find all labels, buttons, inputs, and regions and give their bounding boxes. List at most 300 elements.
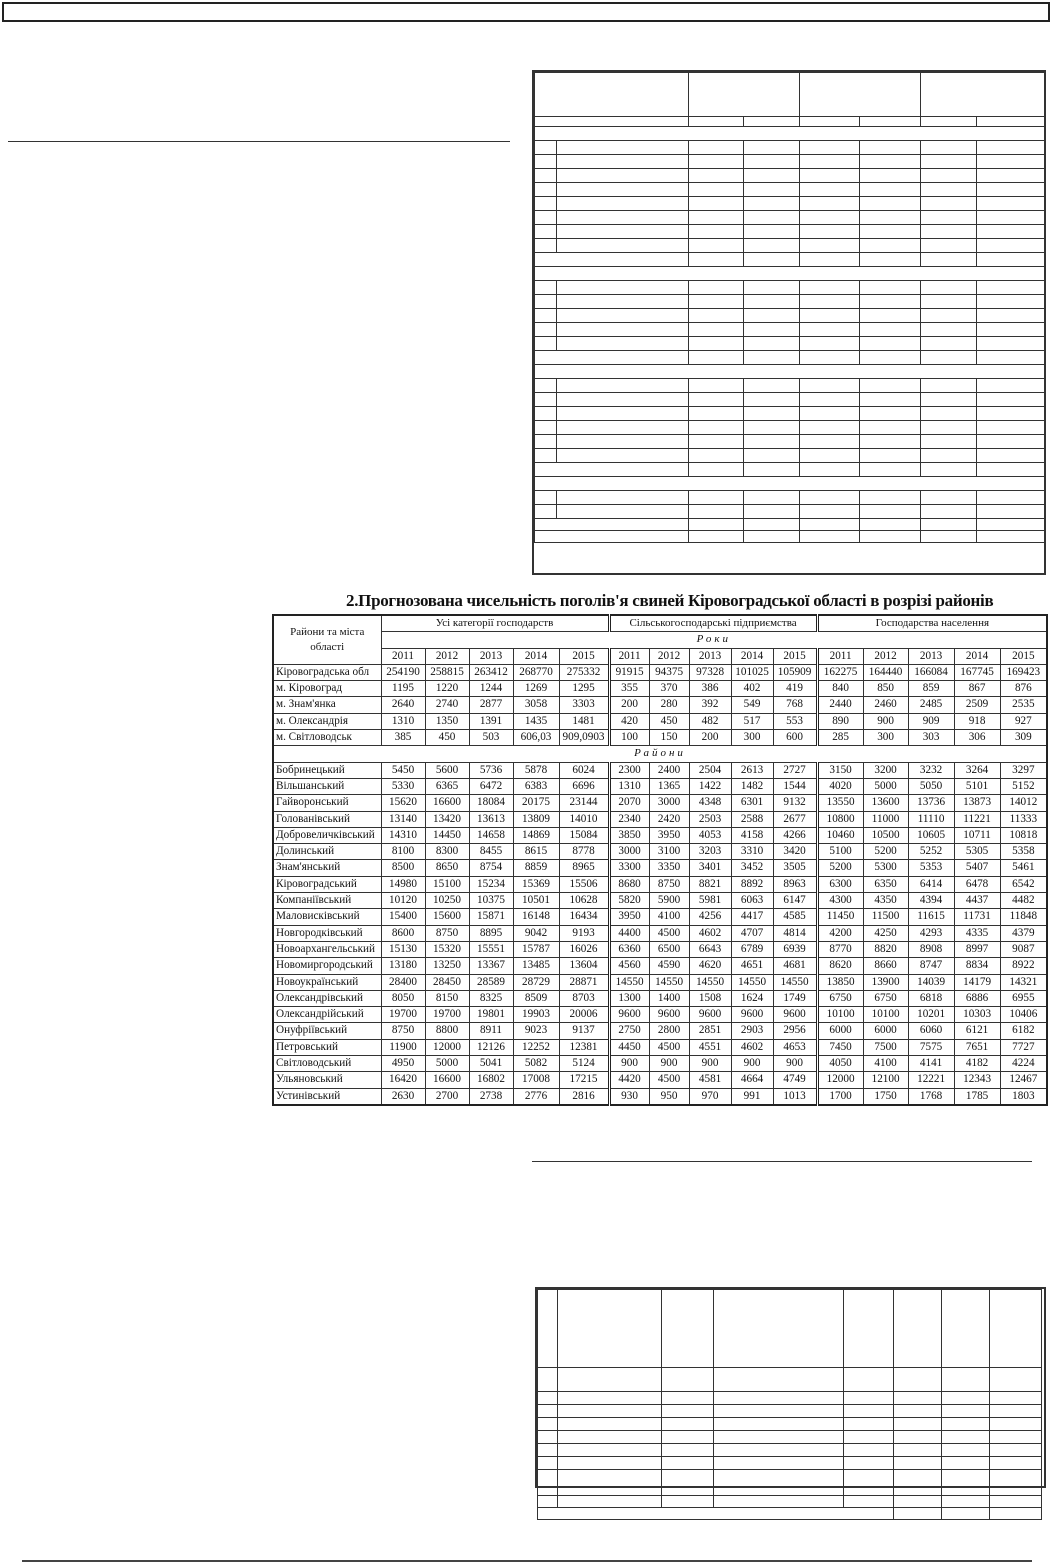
cell-value: 4020 — [817, 778, 863, 794]
cell-value: 1300 — [609, 990, 649, 1006]
cell-value: 2851 — [689, 1023, 731, 1039]
blank-cell — [977, 435, 1045, 449]
cell-value: 10303 — [954, 1007, 1000, 1023]
blank-cell — [921, 435, 977, 449]
cell-value: 900 — [689, 1056, 731, 1072]
blank-cell — [557, 393, 689, 407]
blank-cell — [689, 183, 744, 197]
blank-cell — [800, 155, 860, 169]
cell-value: 8911 — [469, 1023, 513, 1039]
blank-cell — [744, 351, 800, 365]
blank-cell — [860, 141, 921, 155]
blank-cell — [714, 1368, 844, 1392]
blank-cell — [860, 225, 921, 239]
cell-value: 10100 — [863, 1007, 908, 1023]
rayony-label: Райони — [273, 746, 1047, 762]
table-row — [273, 958, 1047, 974]
blank-cell — [844, 1290, 894, 1368]
cell-value: 14321 — [1000, 974, 1047, 990]
cell-value: 13809 — [513, 811, 559, 827]
cell-value: 768 — [773, 697, 817, 713]
cell-value: 4437 — [954, 893, 1000, 909]
blank-cell — [744, 309, 800, 323]
page-footer-rule — [22, 1560, 1032, 1562]
cell-value: 5300 — [863, 860, 908, 876]
blank-cell — [557, 421, 689, 435]
table-row — [273, 893, 1047, 909]
blank-cell — [800, 491, 860, 505]
blank-cell — [535, 127, 1045, 141]
cell-value: 28589 — [469, 974, 513, 990]
blank-cell — [557, 449, 689, 463]
blank-cell — [535, 73, 689, 117]
cell-value: 6696 — [559, 778, 609, 794]
blank-cell — [744, 463, 800, 477]
cell-value: 8455 — [469, 844, 513, 860]
cell-value: 15506 — [559, 876, 609, 892]
blank-cell — [990, 1418, 1042, 1431]
blank-row — [535, 183, 1045, 197]
row-name: Новоукраїнський — [273, 974, 381, 990]
blank-cell — [894, 1418, 942, 1431]
cell-value: 5358 — [1000, 844, 1047, 860]
blank-cell — [894, 1405, 942, 1418]
blank-cell — [990, 1508, 1042, 1520]
cell-value: 4653 — [773, 1039, 817, 1055]
cell-value: 13250 — [425, 958, 469, 974]
cell-value: 909,0903 — [559, 730, 609, 746]
blank-cell — [921, 351, 977, 365]
blank-row — [535, 477, 1045, 491]
cell-value: 10201 — [908, 1007, 954, 1023]
cell-value: 8965 — [559, 860, 609, 876]
blank-cell — [894, 1508, 942, 1520]
cell-value: 8821 — [689, 876, 731, 892]
cell-value: 5407 — [954, 860, 1000, 876]
cell-value: 8750 — [381, 1023, 425, 1039]
cell-value: 8754 — [469, 860, 513, 876]
blank-row — [538, 1405, 1042, 1418]
blank-cell — [800, 117, 860, 127]
blank-cell — [744, 211, 800, 225]
blank-cell — [921, 239, 977, 253]
cell-value: 164440 — [863, 664, 908, 680]
blank-row — [535, 253, 1045, 267]
blank-cell — [990, 1392, 1042, 1405]
blank-cell — [921, 141, 977, 155]
cell-value: 1310 — [381, 713, 425, 729]
blank-cell — [921, 169, 977, 183]
blank-cell — [977, 295, 1045, 309]
blank-cell — [557, 281, 689, 295]
cell-value: 6360 — [609, 941, 649, 957]
cell-value: 3505 — [773, 860, 817, 876]
header-row-groups — [273, 615, 1047, 632]
blank-cell — [689, 239, 744, 253]
cell-value: 5600 — [425, 762, 469, 778]
row-name: Кіровоградська обл — [273, 664, 381, 680]
row-name: Бобринецький — [273, 762, 381, 778]
blank-cell — [662, 1470, 714, 1496]
cell-value: 18084 — [469, 795, 513, 811]
blank-cell — [860, 309, 921, 323]
cell-value: 4585 — [773, 909, 817, 925]
blank-cell — [689, 505, 744, 519]
cell-value: 14039 — [908, 974, 954, 990]
blank-cell — [800, 323, 860, 337]
cell-value: 11110 — [908, 811, 954, 827]
cell-value: 16026 — [559, 941, 609, 957]
blank-cell — [558, 1405, 662, 1418]
bottom-right-blank-table — [535, 1287, 1046, 1488]
cell-value: 4417 — [731, 909, 773, 925]
blank-cell — [744, 117, 800, 127]
blank-row — [535, 309, 1045, 323]
blank-cell — [538, 1405, 558, 1418]
cell-value: 1310 — [609, 778, 649, 794]
cell-value: 900 — [863, 713, 908, 729]
blank-cell — [557, 225, 689, 239]
blank-cell — [860, 463, 921, 477]
cell-value: 3300 — [609, 860, 649, 876]
cell-value: 4141 — [908, 1056, 954, 1072]
blank-cell — [800, 225, 860, 239]
cell-value: 4400 — [609, 925, 649, 941]
cell-value: 4394 — [908, 893, 954, 909]
blank-row — [535, 421, 1045, 435]
cell-value: 6300 — [817, 876, 863, 892]
cell-value: 8750 — [425, 925, 469, 941]
blank-cell — [689, 211, 744, 225]
blank-row — [535, 117, 1045, 127]
cell-value: 2340 — [609, 811, 649, 827]
blank-cell — [557, 435, 689, 449]
cell-value: 14010 — [559, 811, 609, 827]
blank-cell — [860, 421, 921, 435]
blank-cell — [714, 1418, 844, 1431]
cell-value: 2440 — [817, 697, 863, 713]
cell-value: 17008 — [513, 1072, 559, 1088]
table-row — [273, 1039, 1047, 1055]
cell-value: 2877 — [469, 697, 513, 713]
cell-value: 10800 — [817, 811, 863, 827]
blank-cell — [558, 1368, 662, 1392]
blank-cell — [535, 197, 557, 211]
blank-cell — [894, 1290, 942, 1368]
cell-value: 9087 — [1000, 941, 1047, 957]
cell-value: 8500 — [381, 860, 425, 876]
cell-value: 300 — [731, 730, 773, 746]
blank-cell — [921, 337, 977, 351]
blank-cell — [800, 281, 860, 295]
rayony-row — [273, 746, 1047, 762]
blank-cell — [689, 435, 744, 449]
blank-cell — [535, 141, 557, 155]
cell-value: 3232 — [908, 762, 954, 778]
cell-value: 850 — [863, 681, 908, 697]
cell-value: 105909 — [773, 664, 817, 680]
cell-value: 14550 — [731, 974, 773, 990]
blank-cell — [921, 73, 1045, 117]
blank-cell — [894, 1431, 942, 1444]
cell-value: 8892 — [731, 876, 773, 892]
blank-cell — [942, 1418, 990, 1431]
cell-value: 4200 — [817, 925, 863, 941]
blank-cell — [538, 1290, 558, 1368]
cell-value: 2956 — [773, 1023, 817, 1039]
cell-value: 8600 — [381, 925, 425, 941]
cell-value: 8650 — [425, 860, 469, 876]
blank-cell — [689, 197, 744, 211]
cell-value: 6365 — [425, 778, 469, 794]
blank-cell — [800, 421, 860, 435]
row-name: Олександрівський — [273, 990, 381, 1006]
cell-value: 275332 — [559, 664, 609, 680]
blank-cell — [689, 379, 744, 393]
blank-row — [535, 449, 1045, 463]
cell-value: 16600 — [425, 795, 469, 811]
blank-row — [535, 239, 1045, 253]
cell-value: 6750 — [817, 990, 863, 1006]
blank-cell — [557, 337, 689, 351]
table-row — [273, 860, 1047, 876]
blank-cell — [860, 183, 921, 197]
blank-cell — [557, 379, 689, 393]
row-name: Олександрійський — [273, 1007, 381, 1023]
cell-value: 10250 — [425, 893, 469, 909]
blank-cell — [800, 295, 860, 309]
cell-value: 450 — [425, 730, 469, 746]
row-name: Добровеличківський — [273, 827, 381, 843]
blank-cell — [538, 1418, 558, 1431]
cell-value: 3000 — [609, 844, 649, 860]
blank-cell — [990, 1290, 1042, 1368]
cell-value: 10500 — [863, 827, 908, 843]
cell-value: 11731 — [954, 909, 1000, 925]
year-header: 2014 — [954, 648, 1000, 664]
blank-row — [535, 267, 1045, 281]
cell-value: 4500 — [649, 925, 689, 941]
cell-value: 5878 — [513, 762, 559, 778]
cell-value: 4224 — [1000, 1056, 1047, 1072]
blank-cell — [689, 393, 744, 407]
cell-value: 4100 — [649, 909, 689, 925]
cell-value: 1544 — [773, 778, 817, 794]
year-header: 2011 — [609, 648, 649, 664]
cell-value: 4500 — [649, 1039, 689, 1055]
blank-row — [538, 1470, 1042, 1496]
cell-value: 7500 — [863, 1039, 908, 1055]
blank-cell — [535, 295, 557, 309]
cell-value: 13420 — [425, 811, 469, 827]
cell-value: 1435 — [513, 713, 559, 729]
blank-cell — [977, 253, 1045, 267]
year-header: 2012 — [863, 648, 908, 664]
cell-value: 3350 — [649, 860, 689, 876]
cell-value: 14550 — [773, 974, 817, 990]
cell-value: 263412 — [469, 664, 513, 680]
cell-value: 2485 — [908, 697, 954, 713]
blank-cell — [800, 183, 860, 197]
cell-value: 6818 — [908, 990, 954, 1006]
cell-value: 1481 — [559, 713, 609, 729]
cell-value: 4581 — [689, 1072, 731, 1088]
page-header-frame — [2, 2, 1050, 22]
blank-row — [535, 519, 1045, 531]
cell-value: 991 — [731, 1088, 773, 1105]
cell-value: 4250 — [863, 925, 908, 941]
blank-row — [538, 1457, 1042, 1470]
blank-cell — [860, 449, 921, 463]
blank-row — [538, 1418, 1042, 1431]
cell-value: 16600 — [425, 1072, 469, 1088]
blank-cell — [977, 351, 1045, 365]
cell-value: 3297 — [1000, 762, 1047, 778]
blank-cell — [894, 1457, 942, 1470]
cell-value: 15320 — [425, 941, 469, 957]
cell-value: 2677 — [773, 811, 817, 827]
cell-value: 10711 — [954, 827, 1000, 843]
years-label: Роки — [381, 632, 1047, 648]
blank-row — [535, 211, 1045, 225]
blank-cell — [557, 407, 689, 421]
blank-cell — [977, 211, 1045, 225]
cell-value: 6182 — [1000, 1023, 1047, 1039]
blank-row — [535, 407, 1045, 421]
blank-cell — [557, 169, 689, 183]
cell-value: 4551 — [689, 1039, 731, 1055]
cell-value: 14550 — [609, 974, 649, 990]
blank-cell — [535, 519, 689, 531]
cell-value: 1749 — [773, 990, 817, 1006]
blank-cell — [558, 1444, 662, 1457]
blank-cell — [535, 407, 557, 421]
blank-cell — [860, 211, 921, 225]
blank-cell — [942, 1457, 990, 1470]
blank-cell — [942, 1508, 990, 1520]
cell-value: 300 — [863, 730, 908, 746]
blank-cell — [921, 211, 977, 225]
cell-value: 7651 — [954, 1039, 1000, 1055]
cell-value: 4266 — [773, 827, 817, 843]
cell-value: 258815 — [425, 664, 469, 680]
cell-value: 8895 — [469, 925, 513, 941]
cell-value: 5200 — [817, 860, 863, 876]
blank-cell — [990, 1444, 1042, 1457]
cell-value: 8325 — [469, 990, 513, 1006]
cell-value: 2420 — [649, 811, 689, 827]
cell-value: 1400 — [649, 990, 689, 1006]
blank-cell — [977, 519, 1045, 531]
cell-value: 876 — [1000, 681, 1047, 697]
cell-value: 385 — [381, 730, 425, 746]
cell-value: 4379 — [1000, 925, 1047, 941]
blank-cell — [844, 1444, 894, 1457]
year-header: 2015 — [1000, 648, 1047, 664]
blank-cell — [860, 393, 921, 407]
blank-cell — [921, 491, 977, 505]
cell-value: 4620 — [689, 958, 731, 974]
cell-value: 6542 — [1000, 876, 1047, 892]
cell-value: 9023 — [513, 1023, 559, 1039]
cell-value: 162275 — [817, 664, 863, 680]
cell-value: 13736 — [908, 795, 954, 811]
cell-value: 8620 — [817, 958, 863, 974]
year-header: 2013 — [689, 648, 731, 664]
blank-cell — [921, 197, 977, 211]
blank-cell — [535, 323, 557, 337]
cell-value: 553 — [773, 713, 817, 729]
cell-value: 918 — [954, 713, 1000, 729]
cell-value: 303 — [908, 730, 954, 746]
blank-row — [535, 393, 1045, 407]
cell-value: 549 — [731, 697, 773, 713]
row-name: Знам'янський — [273, 860, 381, 876]
cell-value: 6350 — [863, 876, 908, 892]
cell-value: 6383 — [513, 778, 559, 794]
cell-value: 17215 — [559, 1072, 609, 1088]
blank-cell — [860, 155, 921, 169]
row-name: Компаніївський — [273, 893, 381, 909]
cell-value: 6478 — [954, 876, 1000, 892]
blank-cell — [689, 337, 744, 351]
cell-value: 12252 — [513, 1039, 559, 1055]
pig-forecast-table — [272, 614, 1048, 1106]
cell-value: 6121 — [954, 1023, 1000, 1039]
year-header: 2012 — [425, 648, 469, 664]
blank-cell — [744, 519, 800, 531]
cell-value: 6472 — [469, 778, 513, 794]
cell-value: 6414 — [908, 876, 954, 892]
blank-row — [535, 379, 1045, 393]
blank-cell — [558, 1392, 662, 1405]
blank-cell — [744, 435, 800, 449]
year-header: 2011 — [817, 648, 863, 664]
cell-value: 6750 — [863, 990, 908, 1006]
cell-value: 8615 — [513, 844, 559, 860]
cell-value: 4814 — [773, 925, 817, 941]
table-row — [273, 974, 1047, 990]
blank-cell — [921, 531, 977, 543]
cell-value: 11333 — [1000, 811, 1047, 827]
cell-value: 4300 — [817, 893, 863, 909]
cell-value: 6500 — [649, 941, 689, 957]
blank-cell — [921, 407, 977, 421]
blank-cell — [557, 141, 689, 155]
cell-value: 100 — [609, 730, 649, 746]
year-header: 2015 — [559, 648, 609, 664]
blank-cell — [977, 491, 1045, 505]
blank-cell — [977, 141, 1045, 155]
cell-value: 10120 — [381, 893, 425, 909]
blank-cell — [977, 449, 1045, 463]
cell-value: 13485 — [513, 958, 559, 974]
blank-cell — [535, 183, 557, 197]
cell-value: 12221 — [908, 1072, 954, 1088]
blank-grid-top — [534, 72, 1044, 543]
cell-value: 3000 — [649, 795, 689, 811]
table-row — [273, 876, 1047, 892]
blank-cell — [689, 117, 744, 127]
cell-value: 9137 — [559, 1023, 609, 1039]
blank-cell — [921, 155, 977, 169]
blank-cell — [744, 379, 800, 393]
blank-cell — [714, 1470, 844, 1496]
blank-row — [535, 491, 1045, 505]
cell-value: 4707 — [731, 925, 773, 941]
blank-cell — [860, 519, 921, 531]
cell-value: 9600 — [649, 1007, 689, 1023]
